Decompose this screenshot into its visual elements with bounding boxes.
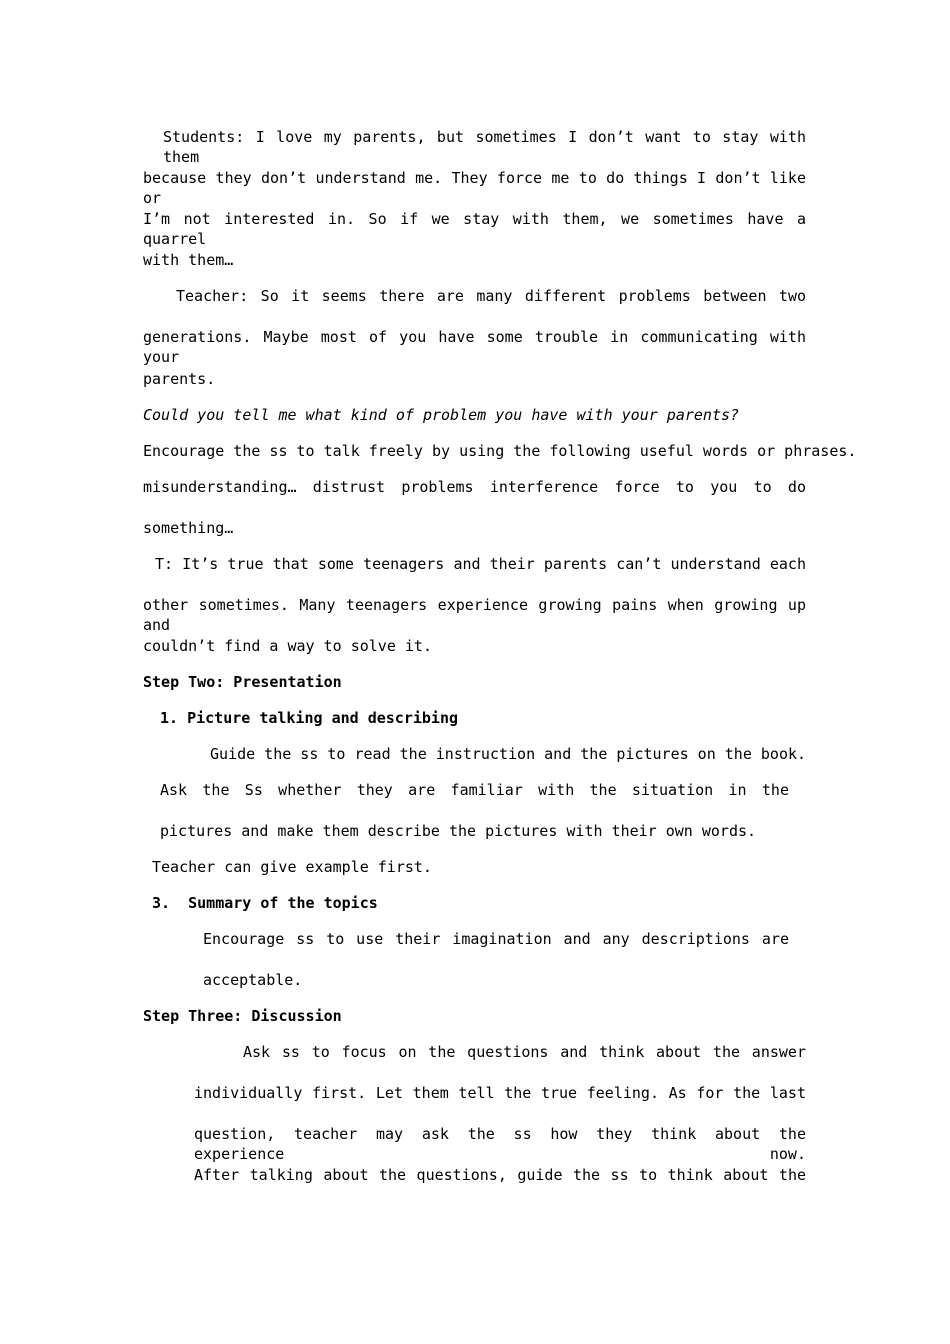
item-1-line-1: Guide the ss to read the instruction and the pictures on the book. — [210, 745, 807, 763]
item-1-line-3: pictures and make them describe the pictures with their own words. — [160, 822, 757, 840]
encourage-line: Encourage the ss to talk freely by using the following useful words or phrases. — [143, 442, 857, 460]
item-3-line-2: acceptable. — [203, 971, 303, 989]
question-line: Could you tell me what kind of problem you have with your parents? — [143, 406, 740, 424]
item-1-line-2: Ask the Ss whether they are familiar with the situation in the — [160, 781, 789, 799]
item-3-title: 3. Summary of the topics — [152, 894, 378, 912]
item-3-line-1: Encourage ss to use their imagination and any descriptions are — [203, 930, 789, 948]
discussion-line-2: individually first. Let them tell the true feeling. As for the last — [194, 1084, 806, 1102]
students-line-3: I’m not interested in. So if we stay with them, we sometimes have a quarrel — [143, 210, 806, 248]
teacher-line-1: Teacher: So it seems there are many different problems between two — [176, 287, 806, 305]
item-1-title: 1. Picture talking and describing — [160, 709, 459, 727]
step-two-heading: Step Two: Presentation — [143, 673, 342, 691]
t-line-3: couldn’t find a way to solve it. — [143, 637, 432, 655]
words-line-1: misunderstanding… distrust problems interference force to you to do — [143, 478, 806, 496]
step-three-heading: Step Three: Discussion — [143, 1007, 342, 1025]
discussion-line-3: question, teacher may ask the ss how they think about the experience now. — [194, 1125, 806, 1163]
discussion-line-1: Ask ss to focus on the questions and think about the answer — [243, 1043, 806, 1061]
words-line-2: something… — [143, 519, 234, 537]
teacher-line-3: parents. — [143, 370, 216, 388]
students-line-4: with them… — [143, 251, 234, 269]
students-line-1: Students: I love my parents, but sometimes I don’t want to stay with them — [163, 128, 806, 166]
discussion-line-4: After talking about the questions, guide the ss to think about the — [194, 1166, 806, 1184]
t-line-1: T: It’s true that some teenagers and their parents can’t understand each — [155, 555, 806, 573]
students-line-2: because they don’t understand me. They force me to do things I don’t like or — [143, 169, 806, 207]
teacher-line-2: generations. Maybe most of you have some trouble in communicating with your — [143, 328, 806, 366]
item-1-line-4: Teacher can give example first. — [152, 858, 432, 876]
t-line-2: other sometimes. Many teenagers experience growing pains when growing up and — [143, 596, 806, 634]
